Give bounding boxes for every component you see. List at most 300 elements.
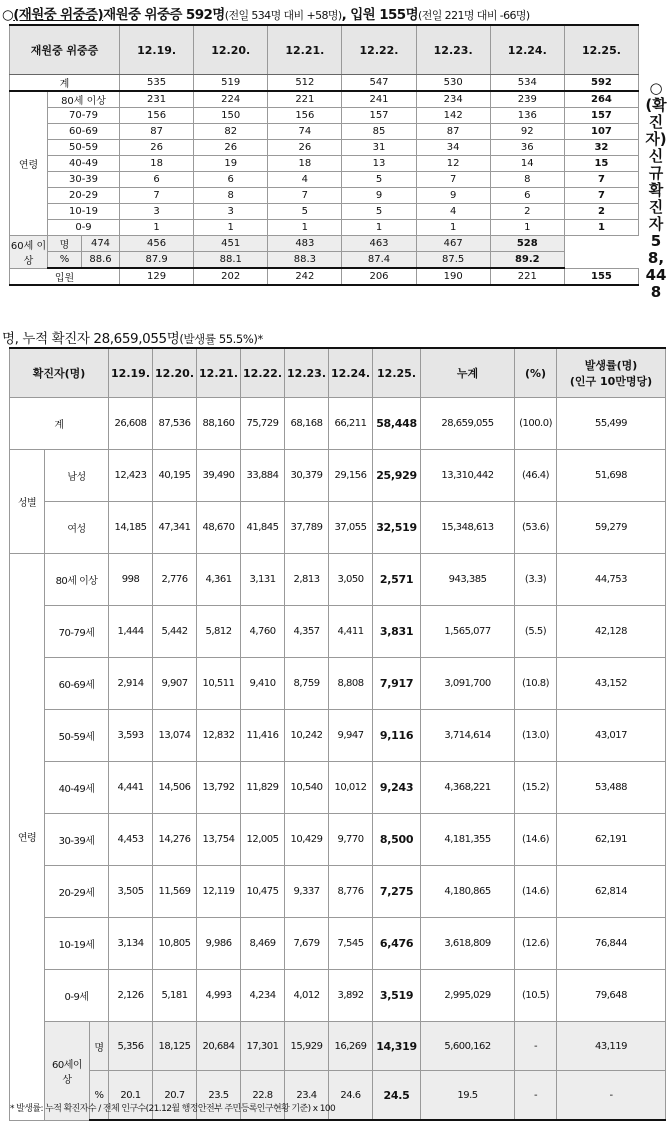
table-cell: 18 xyxy=(268,156,342,172)
age-label: 50-59 xyxy=(48,140,120,156)
table-cell: 12,119 xyxy=(197,866,241,918)
table-cell: 5 xyxy=(268,204,342,220)
table-cell: 32,519 xyxy=(373,502,421,554)
table-cell: 474 xyxy=(82,236,120,252)
table-cell: 24.6 xyxy=(329,1071,373,1121)
table-cell: 4,760 xyxy=(241,606,285,658)
table-cell: 155 xyxy=(564,268,638,285)
over60-pct-label: % xyxy=(90,1071,109,1121)
table2-sex-row xyxy=(10,450,666,502)
table-cell: 3,831 xyxy=(373,606,421,658)
table-cell: 1 xyxy=(564,220,638,236)
table-cell: 4,368,221 xyxy=(421,762,515,814)
table-cell: 48,670 xyxy=(197,502,241,554)
table-cell: 12,005 xyxy=(241,814,285,866)
table-cell: 456 xyxy=(120,236,194,252)
table-cell: 3 xyxy=(120,204,194,220)
table-cell: 483 xyxy=(268,236,342,252)
table-cell: 26,608 xyxy=(109,398,153,450)
table-cell: (3.3) xyxy=(515,554,557,606)
age-row-label: 0-9세 xyxy=(45,970,109,1022)
table-cell: 519 xyxy=(194,75,268,92)
table1-over60-count-row xyxy=(10,236,639,252)
age-label: 60-69 xyxy=(48,124,120,140)
table-cell: 10,511 xyxy=(197,658,241,710)
table1-age-rows xyxy=(10,91,639,236)
percent-header: (%) xyxy=(515,348,557,398)
table-cell: 512 xyxy=(268,75,342,92)
table-cell: 231 xyxy=(120,91,194,108)
table-cell: 43,119 xyxy=(557,1022,666,1071)
table-cell: 4,993 xyxy=(197,970,241,1022)
table-cell: 87 xyxy=(120,124,194,140)
table-cell: 26 xyxy=(268,140,342,156)
table-cell: 87.5 xyxy=(416,252,490,269)
table2-age-row xyxy=(10,814,666,866)
table-cell: 998 xyxy=(109,554,153,606)
table-cell: 3,618,809 xyxy=(421,918,515,970)
table-cell: 68,168 xyxy=(285,398,329,450)
age-label: 30-39 xyxy=(48,172,120,188)
table2-age-row xyxy=(10,658,666,710)
table-cell: 62,814 xyxy=(557,866,666,918)
table-cell: 5 xyxy=(342,204,416,220)
table2-over60-count-row xyxy=(10,1022,666,1071)
table1-total-row xyxy=(10,75,639,92)
table1-over60-pct-row xyxy=(10,252,639,269)
table-cell: 7 xyxy=(268,188,342,204)
table-cell: 7,545 xyxy=(329,918,373,970)
table-cell: 36 xyxy=(490,140,564,156)
table-cell: 3,714,614 xyxy=(421,710,515,762)
table-cell: 4,012 xyxy=(285,970,329,1022)
table-cell: 10,429 xyxy=(285,814,329,866)
title-note: (전일 534명 대비 +58명) xyxy=(224,9,342,22)
table2-header-row xyxy=(10,348,666,398)
table-cell: 22.8 xyxy=(241,1071,285,1121)
table1-age-row xyxy=(10,140,639,156)
table-cell: 14,506 xyxy=(153,762,197,814)
table-cell: 4,441 xyxy=(109,762,153,814)
title-underlined: (재원중 위중증) xyxy=(13,7,104,23)
table-cell: 6,476 xyxy=(373,918,421,970)
table-cell: 150 xyxy=(194,108,268,124)
table-cell: 17,301 xyxy=(241,1022,285,1071)
table-cell: 13,074 xyxy=(153,710,197,762)
table-cell: 221 xyxy=(268,91,342,108)
table-cell: 156 xyxy=(120,108,194,124)
table-cell: 4,357 xyxy=(285,606,329,658)
table-cell: (14.6) xyxy=(515,814,557,866)
table-cell: 528 xyxy=(490,236,564,252)
table-cell: 2 xyxy=(490,204,564,220)
table-cell: 451 xyxy=(194,236,268,252)
table-cell: 14,276 xyxy=(153,814,197,866)
table2-header-label: 확진자(명) xyxy=(10,348,109,398)
table-cell: 9,410 xyxy=(241,658,285,710)
age-group-label: 연령 xyxy=(10,91,48,236)
table-cell: 28,659,055 xyxy=(421,398,515,450)
age-label: 40-49 xyxy=(48,156,120,172)
over60-count-label: 명 xyxy=(90,1022,109,1071)
table-cell: 11,569 xyxy=(153,866,197,918)
table-cell: 1 xyxy=(416,220,490,236)
date-header: 12.25. xyxy=(373,348,421,398)
table-cell: 55,499 xyxy=(557,398,666,450)
date-header: 12.20. xyxy=(194,25,268,75)
table-cell: 2 xyxy=(564,204,638,220)
table-cell: 3,505 xyxy=(109,866,153,918)
table1-age-row xyxy=(10,172,639,188)
severe-cases-table xyxy=(9,24,639,286)
table-cell: 1 xyxy=(490,220,564,236)
table-cell: 40,195 xyxy=(153,450,197,502)
table2-age-row xyxy=(10,918,666,970)
table-cell: 3,131 xyxy=(241,554,285,606)
age-label: 70-79 xyxy=(48,108,120,124)
table-cell: 79,648 xyxy=(557,970,666,1022)
title-main: 재원중 위중증 592명 xyxy=(103,7,225,23)
table-cell: 4,234 xyxy=(241,970,285,1022)
table-cell: 89.2 xyxy=(490,252,564,269)
table-cell: 3,593 xyxy=(109,710,153,762)
table-cell: 10,805 xyxy=(153,918,197,970)
table-cell: 530 xyxy=(416,75,490,92)
table-cell: 8,469 xyxy=(241,918,285,970)
table-cell: 51,698 xyxy=(557,450,666,502)
table-cell: (10.8) xyxy=(515,658,557,710)
date-header: 12.22. xyxy=(342,25,416,75)
date-header: 12.25. xyxy=(564,25,638,75)
table-cell: 2,776 xyxy=(153,554,197,606)
table-cell: 234 xyxy=(416,91,490,108)
table-cell: 8,776 xyxy=(329,866,373,918)
table1-age-row xyxy=(10,188,639,204)
table-cell: 15 xyxy=(564,156,638,172)
table-cell: 13,754 xyxy=(197,814,241,866)
table-cell: 44,753 xyxy=(557,554,666,606)
table-cell: 6 xyxy=(120,172,194,188)
table-cell: 107 xyxy=(564,124,638,140)
table-cell: 14,319 xyxy=(373,1022,421,1071)
table-cell: 3,134 xyxy=(109,918,153,970)
title-note2: (전일 221명 대비 -66명) xyxy=(418,9,530,22)
table-cell: 592 xyxy=(564,75,638,92)
table-cell: 142 xyxy=(416,108,490,124)
table-cell: 264 xyxy=(564,91,638,108)
section2-title-small: (발생률 55.5%)* xyxy=(179,332,263,346)
section2-title xyxy=(2,327,263,347)
table-cell: 76,844 xyxy=(557,918,666,970)
table-cell: 20.7 xyxy=(153,1071,197,1121)
table-cell: 41,845 xyxy=(241,502,285,554)
table-cell: 4,181,355 xyxy=(421,814,515,866)
table-cell: 88.3 xyxy=(268,252,342,269)
table-cell: 10,242 xyxy=(285,710,329,762)
table-cell: (5.5) xyxy=(515,606,557,658)
table-cell: 2,995,029 xyxy=(421,970,515,1022)
table-cell: 25,929 xyxy=(373,450,421,502)
table-cell: 14,185 xyxy=(109,502,153,554)
table-cell: (14.6) xyxy=(515,866,557,918)
table-cell: 92 xyxy=(490,124,564,140)
footnote: * 발생률: 누적 확진자수 / 전체 인구수(21.12월 행정안전부 주민등록인구현황 기준) x 100 xyxy=(10,1104,336,1114)
table-cell: 23.5 xyxy=(197,1071,241,1121)
table-cell: 190 xyxy=(416,268,490,285)
age-row-label: 40-49세 xyxy=(45,762,109,814)
table2-age-row xyxy=(10,866,666,918)
table-cell: 12 xyxy=(416,156,490,172)
date-header: 12.23. xyxy=(416,25,490,75)
total-label: 계 xyxy=(10,398,109,450)
table2-age-row xyxy=(10,710,666,762)
table-cell: 467 xyxy=(416,236,490,252)
table-cell: 547 xyxy=(342,75,416,92)
table-cell: 11,829 xyxy=(241,762,285,814)
table-cell: 42,128 xyxy=(557,606,666,658)
table-cell: 7,275 xyxy=(373,866,421,918)
table-cell: (10.5) xyxy=(515,970,557,1022)
table-cell: 7 xyxy=(120,188,194,204)
table-cell: 4,411 xyxy=(329,606,373,658)
table-cell: 10,540 xyxy=(285,762,329,814)
over60-pct-label: % xyxy=(48,252,82,269)
table-cell: 206 xyxy=(342,268,416,285)
table-cell: 1 xyxy=(342,220,416,236)
rate-header: 발생률(명) (인구 10만명당) xyxy=(557,348,666,398)
table-cell: 8,500 xyxy=(373,814,421,866)
over60-label: 60세이 상 xyxy=(45,1022,90,1121)
table-cell: 66,211 xyxy=(329,398,373,450)
sex-label: 성별 xyxy=(10,450,45,554)
table-cell: - xyxy=(515,1071,557,1121)
title-sep: , 입원 155명 xyxy=(341,7,419,23)
table-cell: 62,191 xyxy=(557,814,666,866)
table-cell: 7 xyxy=(564,172,638,188)
table-cell: 1,565,077 xyxy=(421,606,515,658)
table-cell: 88.6 xyxy=(82,252,120,269)
table-cell: 2,571 xyxy=(373,554,421,606)
table-cell: 1 xyxy=(120,220,194,236)
table-cell: 8,759 xyxy=(285,658,329,710)
table-cell: 8,808 xyxy=(329,658,373,710)
table-cell: 75,729 xyxy=(241,398,285,450)
table-cell: 9,907 xyxy=(153,658,197,710)
table-cell: 12,423 xyxy=(109,450,153,502)
date-header: 12.19. xyxy=(120,25,194,75)
table-cell: 4,361 xyxy=(197,554,241,606)
table-cell: 221 xyxy=(490,268,564,285)
table-cell: 24.5 xyxy=(373,1071,421,1121)
table-cell: 29,156 xyxy=(329,450,373,502)
table-cell: 3,050 xyxy=(329,554,373,606)
table-cell: 224 xyxy=(194,91,268,108)
table-cell: 463 xyxy=(342,236,416,252)
table-cell: 9,243 xyxy=(373,762,421,814)
table-cell: 87 xyxy=(416,124,490,140)
admit-label: 입원 xyxy=(10,268,120,285)
table-cell: 3,892 xyxy=(329,970,373,1022)
table-cell: 9,986 xyxy=(197,918,241,970)
table-cell: 26 xyxy=(194,140,268,156)
table2-body xyxy=(10,398,666,1121)
table-cell: 3,519 xyxy=(373,970,421,1022)
table-cell: 74 xyxy=(268,124,342,140)
table-cell: 88.1 xyxy=(194,252,268,269)
table-cell: 43,017 xyxy=(557,710,666,762)
section2-title-main: 명, 누적 확진자 28,659,055명 xyxy=(2,331,180,347)
table-cell: 157 xyxy=(342,108,416,124)
table-cell: 15,929 xyxy=(285,1022,329,1071)
table-cell: 43,152 xyxy=(557,658,666,710)
table-cell: 19 xyxy=(194,156,268,172)
table-cell: 30,379 xyxy=(285,450,329,502)
table-cell: 16,269 xyxy=(329,1022,373,1071)
table-cell: 4,453 xyxy=(109,814,153,866)
table-cell: 39,490 xyxy=(197,450,241,502)
table-cell: 53,488 xyxy=(557,762,666,814)
age-row-label: 70-79세 xyxy=(45,606,109,658)
table-cell: 9,770 xyxy=(329,814,373,866)
age-label: 연령 xyxy=(10,554,45,1121)
table2-total-row xyxy=(10,398,666,450)
age-row-label: 80세 이상 xyxy=(45,554,109,606)
table-cell: 534 xyxy=(490,75,564,92)
age-row-label: 10-19세 xyxy=(45,918,109,970)
table-cell: (12.6) xyxy=(515,918,557,970)
table-cell: 6 xyxy=(194,172,268,188)
table-cell: 10,012 xyxy=(329,762,373,814)
table-cell: 241 xyxy=(342,91,416,108)
cumulative-header: 누계 xyxy=(421,348,515,398)
table1-age-row xyxy=(10,220,639,236)
date-header: 12.21. xyxy=(268,25,342,75)
table-cell: 9,947 xyxy=(329,710,373,762)
table-cell: 7,917 xyxy=(373,658,421,710)
table-cell: 7,679 xyxy=(285,918,329,970)
table2-age-row xyxy=(10,762,666,814)
total-label: 계 xyxy=(10,75,120,92)
over60-label: 60세 이 상 xyxy=(10,236,48,269)
age-row-label: 20-29세 xyxy=(45,866,109,918)
table-cell: (46.4) xyxy=(515,450,557,502)
table-cell: 20.1 xyxy=(109,1071,153,1121)
table-cell: 18 xyxy=(120,156,194,172)
sidebar-vertical-text: ○(확진자)신규확진자58,448 xyxy=(645,79,667,301)
table-cell: 7 xyxy=(416,172,490,188)
table-cell: 20,684 xyxy=(197,1022,241,1071)
sex-row-label: 남성 xyxy=(45,450,109,502)
table-cell: 5,181 xyxy=(153,970,197,1022)
table-cell: 5,356 xyxy=(109,1022,153,1071)
table-cell: 1 xyxy=(194,220,268,236)
table-cell: 12,832 xyxy=(197,710,241,762)
sex-row-label: 여성 xyxy=(45,502,109,554)
age-label: 80세 이상 xyxy=(48,91,120,108)
bullet: ○ xyxy=(2,7,14,23)
table-cell: 11,416 xyxy=(241,710,285,762)
date-header: 12.24. xyxy=(329,348,373,398)
table-cell: 6 xyxy=(490,188,564,204)
age-label: 10-19 xyxy=(48,204,120,220)
table-cell: 85 xyxy=(342,124,416,140)
date-header: 12.24. xyxy=(490,25,564,75)
table-cell: 7 xyxy=(564,188,638,204)
table-cell: 14 xyxy=(490,156,564,172)
table-cell: 943,385 xyxy=(421,554,515,606)
table1-header-label: 재원중 위중증 xyxy=(10,25,120,75)
table1-age-row xyxy=(10,91,639,108)
table-cell: 18,125 xyxy=(153,1022,197,1071)
table-cell: 157 xyxy=(564,108,638,124)
table-cell: 37,055 xyxy=(329,502,373,554)
table-cell: 13 xyxy=(342,156,416,172)
table-cell: 5,600,162 xyxy=(421,1022,515,1071)
section1-title xyxy=(2,3,530,23)
table-cell: 9 xyxy=(342,188,416,204)
table1-age-row xyxy=(10,204,639,220)
table-cell: 2,813 xyxy=(285,554,329,606)
table2-age-row xyxy=(10,606,666,658)
table1-age-row xyxy=(10,108,639,124)
table-cell: 4 xyxy=(268,172,342,188)
table1-age-row xyxy=(10,156,639,172)
table-cell: 82 xyxy=(194,124,268,140)
table-cell: 59,279 xyxy=(557,502,666,554)
table-cell: 33,884 xyxy=(241,450,285,502)
table-cell: - xyxy=(515,1022,557,1071)
table-cell: (53.6) xyxy=(515,502,557,554)
table-cell: 1,444 xyxy=(109,606,153,658)
table-cell: 129 xyxy=(120,268,194,285)
table-cell: 13,310,442 xyxy=(421,450,515,502)
table-cell: 15,348,613 xyxy=(421,502,515,554)
table-cell: (100.0) xyxy=(515,398,557,450)
table1-age-row xyxy=(10,124,639,140)
table-cell: 26 xyxy=(120,140,194,156)
table-cell: 239 xyxy=(490,91,564,108)
table-cell: 3 xyxy=(194,204,268,220)
table-cell: 47,341 xyxy=(153,502,197,554)
table-cell: 87.9 xyxy=(120,252,194,269)
table-cell: 32 xyxy=(564,140,638,156)
table1-admit-row xyxy=(10,268,639,285)
table2-age-row xyxy=(10,970,666,1022)
age-label: 0-9 xyxy=(48,220,120,236)
table-cell: 5 xyxy=(342,172,416,188)
table-cell: 13,792 xyxy=(197,762,241,814)
table-cell: 9,116 xyxy=(373,710,421,762)
table-cell: 58,448 xyxy=(373,398,421,450)
over60-count-label: 명 xyxy=(48,236,82,252)
table-cell: 10,475 xyxy=(241,866,285,918)
table-cell: 1 xyxy=(268,220,342,236)
table-cell: 535 xyxy=(120,75,194,92)
table-cell: 4,180,865 xyxy=(421,866,515,918)
table-cell: 9 xyxy=(416,188,490,204)
table-cell: 5,812 xyxy=(197,606,241,658)
table-cell: 23.4 xyxy=(285,1071,329,1121)
date-header: 12.23. xyxy=(285,348,329,398)
table-cell: 156 xyxy=(268,108,342,124)
age-row-label: 50-59세 xyxy=(45,710,109,762)
table-cell: 87,536 xyxy=(153,398,197,450)
table-cell: 37,789 xyxy=(285,502,329,554)
table-cell: 19.5 xyxy=(421,1071,515,1121)
table-cell: 31 xyxy=(342,140,416,156)
table1-header-row xyxy=(10,25,639,75)
table2-sex-row xyxy=(10,502,666,554)
